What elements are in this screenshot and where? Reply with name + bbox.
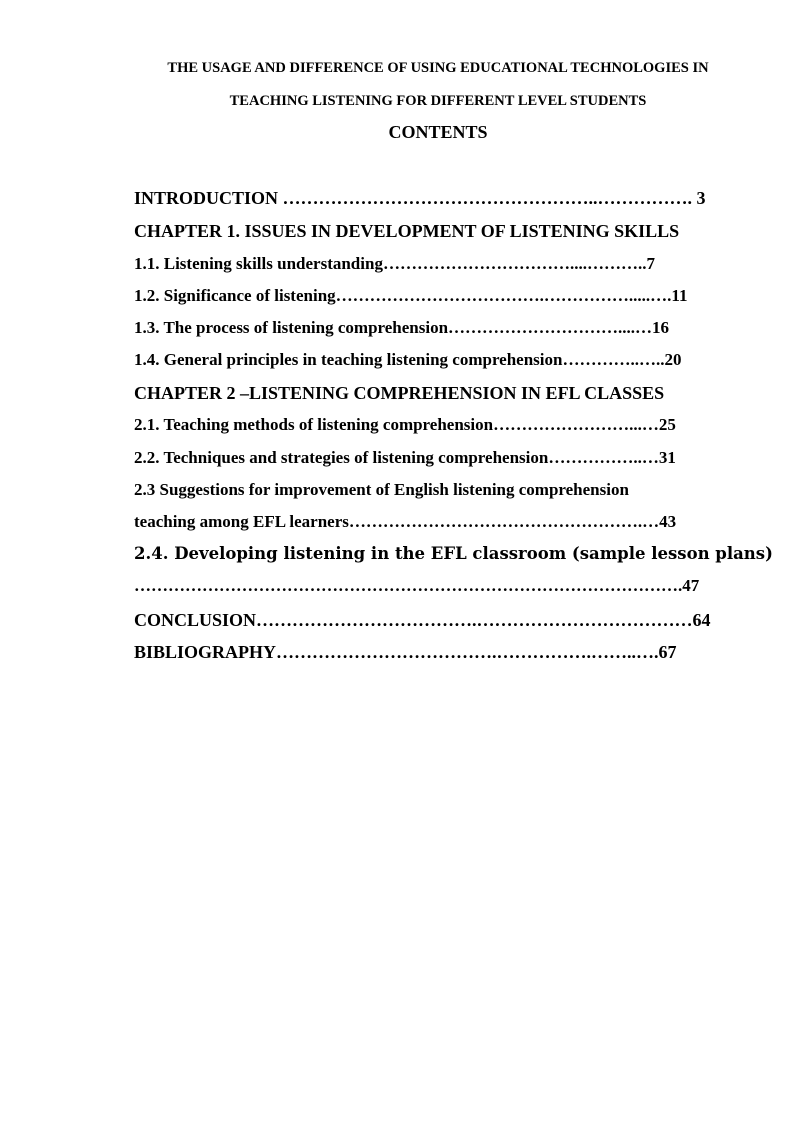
toc-entry-2-3-line-1: 2.3 Suggestions for improvement of English listening comprehension xyxy=(134,480,629,499)
toc-entry-1-2: 1.2. Significance of listening……………………………….…………….....….11 xyxy=(134,286,688,305)
toc-entry-2-4-line-2: …………………………………………………………………………………….47 xyxy=(134,576,700,595)
toc-entry-2-1: 2.1. Teaching methods of listening comprehension……………………...…25 xyxy=(134,415,676,434)
toc-entry-1-4: 1.4. General principles in teaching listening comprehension…………..…..20 xyxy=(134,350,682,369)
toc-entry-2-2: 2.2. Techniques and strategies of listening comprehension……………..…31 xyxy=(134,448,676,467)
document-title-line-2: TEACHING LISTENING FOR DIFFERENT LEVEL STUDENTS xyxy=(229,93,647,109)
contents-heading: CONTENTS xyxy=(388,122,488,142)
toc-entry-chapter-2: CHAPTER 2 –LISTENING COMPREHENSION IN EFL CLASSES xyxy=(134,383,665,403)
toc-entry-conclusion: CONCLUSION……………………………….………………………………64 xyxy=(134,610,711,630)
toc-entry-bibliography: BIBLIOGRAPHY……………………………….…………….……..….67 xyxy=(134,642,677,662)
toc-entry-2-4-line-1: 2.4. Developing listening in the EFL classroom (sample lesson plans) xyxy=(134,544,773,563)
toc-entry-2-3-line-2: teaching among EFL learners…………………………………………….…43 xyxy=(134,512,677,531)
toc-entry-introduction: INTRODUCTION ……………………………………………..……………. 3 xyxy=(134,188,706,208)
toc-entry-chapter-1: CHAPTER 1. ISSUES IN DEVELOPMENT OF LISTENING SKILLS xyxy=(134,221,680,241)
toc-entry-1-3: 1.3. The process of listening comprehension…………………………....…16 xyxy=(134,318,670,337)
toc-entry-1-1: 1.1. Listening skills understanding……………………………....………..7 xyxy=(134,254,655,273)
document-title-line-1: THE USAGE AND DIFFERENCE OF USING EDUCATIONAL TECHNOLOGIES IN xyxy=(167,60,709,76)
